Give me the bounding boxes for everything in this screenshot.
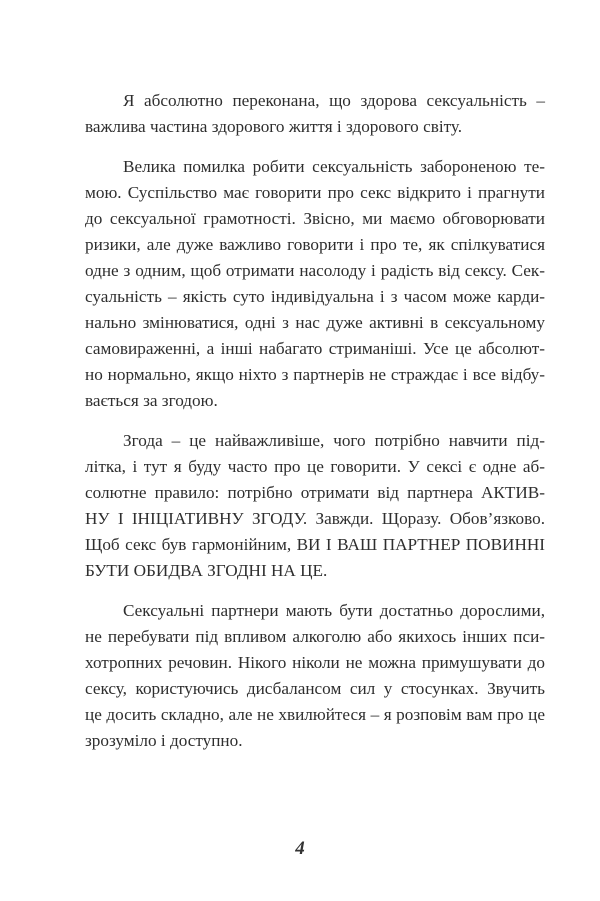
text-line: БУТИ ОБИДВА ЗГОДНІ НА ЦЕ. xyxy=(85,561,328,580)
text-line: солютне правило: потрібно отримати від партнера АКТИВ- xyxy=(85,483,545,502)
text-line: хотропних речовин. Нікого ніколи не можна примушувати до xyxy=(85,653,545,672)
text-line: Згода – це найважливіше, чого потрібно навчити під- xyxy=(123,431,545,450)
paragraph xyxy=(85,88,545,140)
text-line: сексу, користуючись дисбалансом сил у стосунках. Звучить xyxy=(85,679,545,698)
paragraph xyxy=(85,598,545,754)
text-line: нально змінюватися, одні з нас дуже активні в сексуальному xyxy=(85,313,545,332)
text-line: зрозуміло і доступно. xyxy=(85,731,243,750)
text-line: но нормально, якщо ніхто з партнерів не страждає і все відбу- xyxy=(85,365,545,384)
text-line: одне з одним, щоб отримати насолоду і радість від сексу. Сек- xyxy=(85,261,545,280)
text-line: це досить складно, але не хвилюйтеся – я розповім вам про це xyxy=(85,705,545,724)
text-line: самовираженні, а інші набагато стриманіші. Усе це абсолют- xyxy=(85,339,545,358)
text-line: Я абсолютно переконана, що здорова сексуальність – xyxy=(123,91,545,110)
text-line: суальність – якість суто індивідуальна і з часом може карди- xyxy=(85,287,545,306)
text-line: не перебувати під впливом алкоголю або якихось інших пси- xyxy=(85,627,545,646)
text-line: до сексуальної грамотності. Звісно, ми маємо обговорювати xyxy=(85,209,545,228)
text-line: Велика помилка робити сексуальність забороненою те- xyxy=(123,157,545,176)
text-line: ризики, але дуже важливо говорити і про те, як спілкуватися xyxy=(85,235,545,254)
text-line: вається за згодою. xyxy=(85,391,218,410)
text-line: мою. Суспільство має говорити про секс відкрито і прагнути xyxy=(85,183,545,202)
paragraph xyxy=(85,154,545,414)
text-line: літка, і тут я буду часто про це говорити. У сексі є одне аб- xyxy=(85,457,545,476)
text-line: НУ І ІНІЦІАТИВНУ ЗГОДУ. Завжди. Щоразу. Обов’язково. xyxy=(85,509,545,528)
text-line: Сексуальні партнери мають бути достатньо дорослими, xyxy=(123,601,545,620)
paragraph xyxy=(85,428,545,584)
text-line: Щоб секс був гармонійним, ВИ І ВАШ ПАРТНЕР ПОВИННІ xyxy=(85,535,545,554)
page-number: 4 xyxy=(295,838,305,859)
page-body xyxy=(85,88,545,768)
text-line: важлива частина здорового життя і здорового світу. xyxy=(85,117,463,136)
